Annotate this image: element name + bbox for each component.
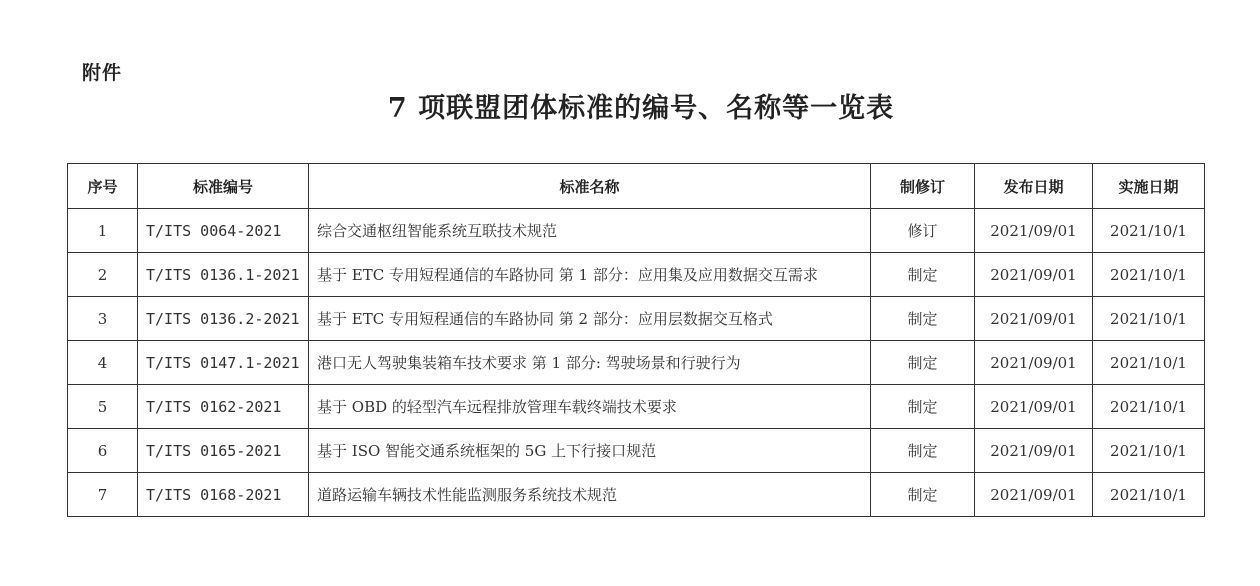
standards-table xyxy=(67,163,1205,517)
cell-type: 制定 xyxy=(871,253,975,297)
table-row xyxy=(68,429,1205,473)
document-title: 7 项联盟团体标准的编号、名称等一览表 xyxy=(387,93,895,124)
cell-index: 5 xyxy=(68,385,138,429)
cell-type: 制定 xyxy=(871,385,975,429)
attachment-label: 附件 xyxy=(82,62,123,84)
cell-index: 1 xyxy=(68,209,138,253)
table-row xyxy=(68,209,1205,253)
cell-code: T/ITS 0162-2021 xyxy=(138,385,309,429)
cell-name: 基于 ETC 专用短程通信的车路协同 第 2 部分：应用层数据交互格式 xyxy=(309,297,871,341)
cell-code: T/ITS 0136.2-2021 xyxy=(138,297,309,341)
cell-effective-date: 2021/10/1 xyxy=(1093,473,1205,517)
cell-publish-date: 2021/09/01 xyxy=(975,429,1093,473)
cell-index: 7 xyxy=(68,473,138,517)
cell-code: T/ITS 0147.1-2021 xyxy=(138,341,309,385)
col-header-publish-date: 发布日期 xyxy=(975,164,1093,209)
cell-effective-date: 2021/10/1 xyxy=(1093,385,1205,429)
cell-type: 制定 xyxy=(871,473,975,517)
cell-index: 2 xyxy=(68,253,138,297)
cell-type: 修订 xyxy=(871,209,975,253)
col-header-name: 标准名称 xyxy=(309,164,871,209)
cell-publish-date: 2021/09/01 xyxy=(975,385,1093,429)
cell-publish-date: 2021/09/01 xyxy=(975,253,1093,297)
cell-effective-date: 2021/10/1 xyxy=(1093,253,1205,297)
cell-effective-date: 2021/10/1 xyxy=(1093,297,1205,341)
cell-publish-date: 2021/09/01 xyxy=(975,473,1093,517)
cell-code: T/ITS 0165-2021 xyxy=(138,429,309,473)
cell-type: 制定 xyxy=(871,341,975,385)
table-row xyxy=(68,385,1205,429)
cell-effective-date: 2021/10/1 xyxy=(1093,341,1205,385)
cell-index: 6 xyxy=(68,429,138,473)
cell-name: 综合交通枢纽智能系统互联技术规范 xyxy=(309,209,871,253)
table-row xyxy=(68,297,1205,341)
table-row xyxy=(68,473,1205,517)
cell-name: 基于 OBD 的轻型汽车远程排放管理车载终端技术要求 xyxy=(309,385,871,429)
col-header-effective-date: 实施日期 xyxy=(1093,164,1205,209)
col-header-index: 序号 xyxy=(68,164,138,209)
table-row xyxy=(68,341,1205,385)
cell-index: 4 xyxy=(68,341,138,385)
cell-code: T/ITS 0064-2021 xyxy=(138,209,309,253)
cell-type: 制定 xyxy=(871,429,975,473)
cell-publish-date: 2021/09/01 xyxy=(975,297,1093,341)
table-row xyxy=(68,253,1205,297)
cell-effective-date: 2021/10/1 xyxy=(1093,209,1205,253)
cell-name: 港口无人驾驶集装箱车技术要求 第 1 部分: 驾驶场景和行驶行为 xyxy=(309,341,871,385)
col-header-type: 制修订 xyxy=(871,164,975,209)
cell-publish-date: 2021/09/01 xyxy=(975,341,1093,385)
cell-index: 3 xyxy=(68,297,138,341)
cell-code: T/ITS 0136.1-2021 xyxy=(138,253,309,297)
cell-effective-date: 2021/10/1 xyxy=(1093,429,1205,473)
cell-name: 基于 ETC 专用短程通信的车路协同 第 1 部分：应用集及应用数据交互需求 xyxy=(309,253,871,297)
cell-code: T/ITS 0168-2021 xyxy=(138,473,309,517)
cell-name: 道路运输车辆技术性能监测服务系统技术规范 xyxy=(309,473,871,517)
cell-publish-date: 2021/09/01 xyxy=(975,209,1093,253)
col-header-code: 标准编号 xyxy=(138,164,309,209)
cell-name: 基于 ISO 智能交通系统框架的 5G 上下行接口规范 xyxy=(309,429,871,473)
cell-type: 制定 xyxy=(871,297,975,341)
table-header-row xyxy=(68,164,1205,209)
